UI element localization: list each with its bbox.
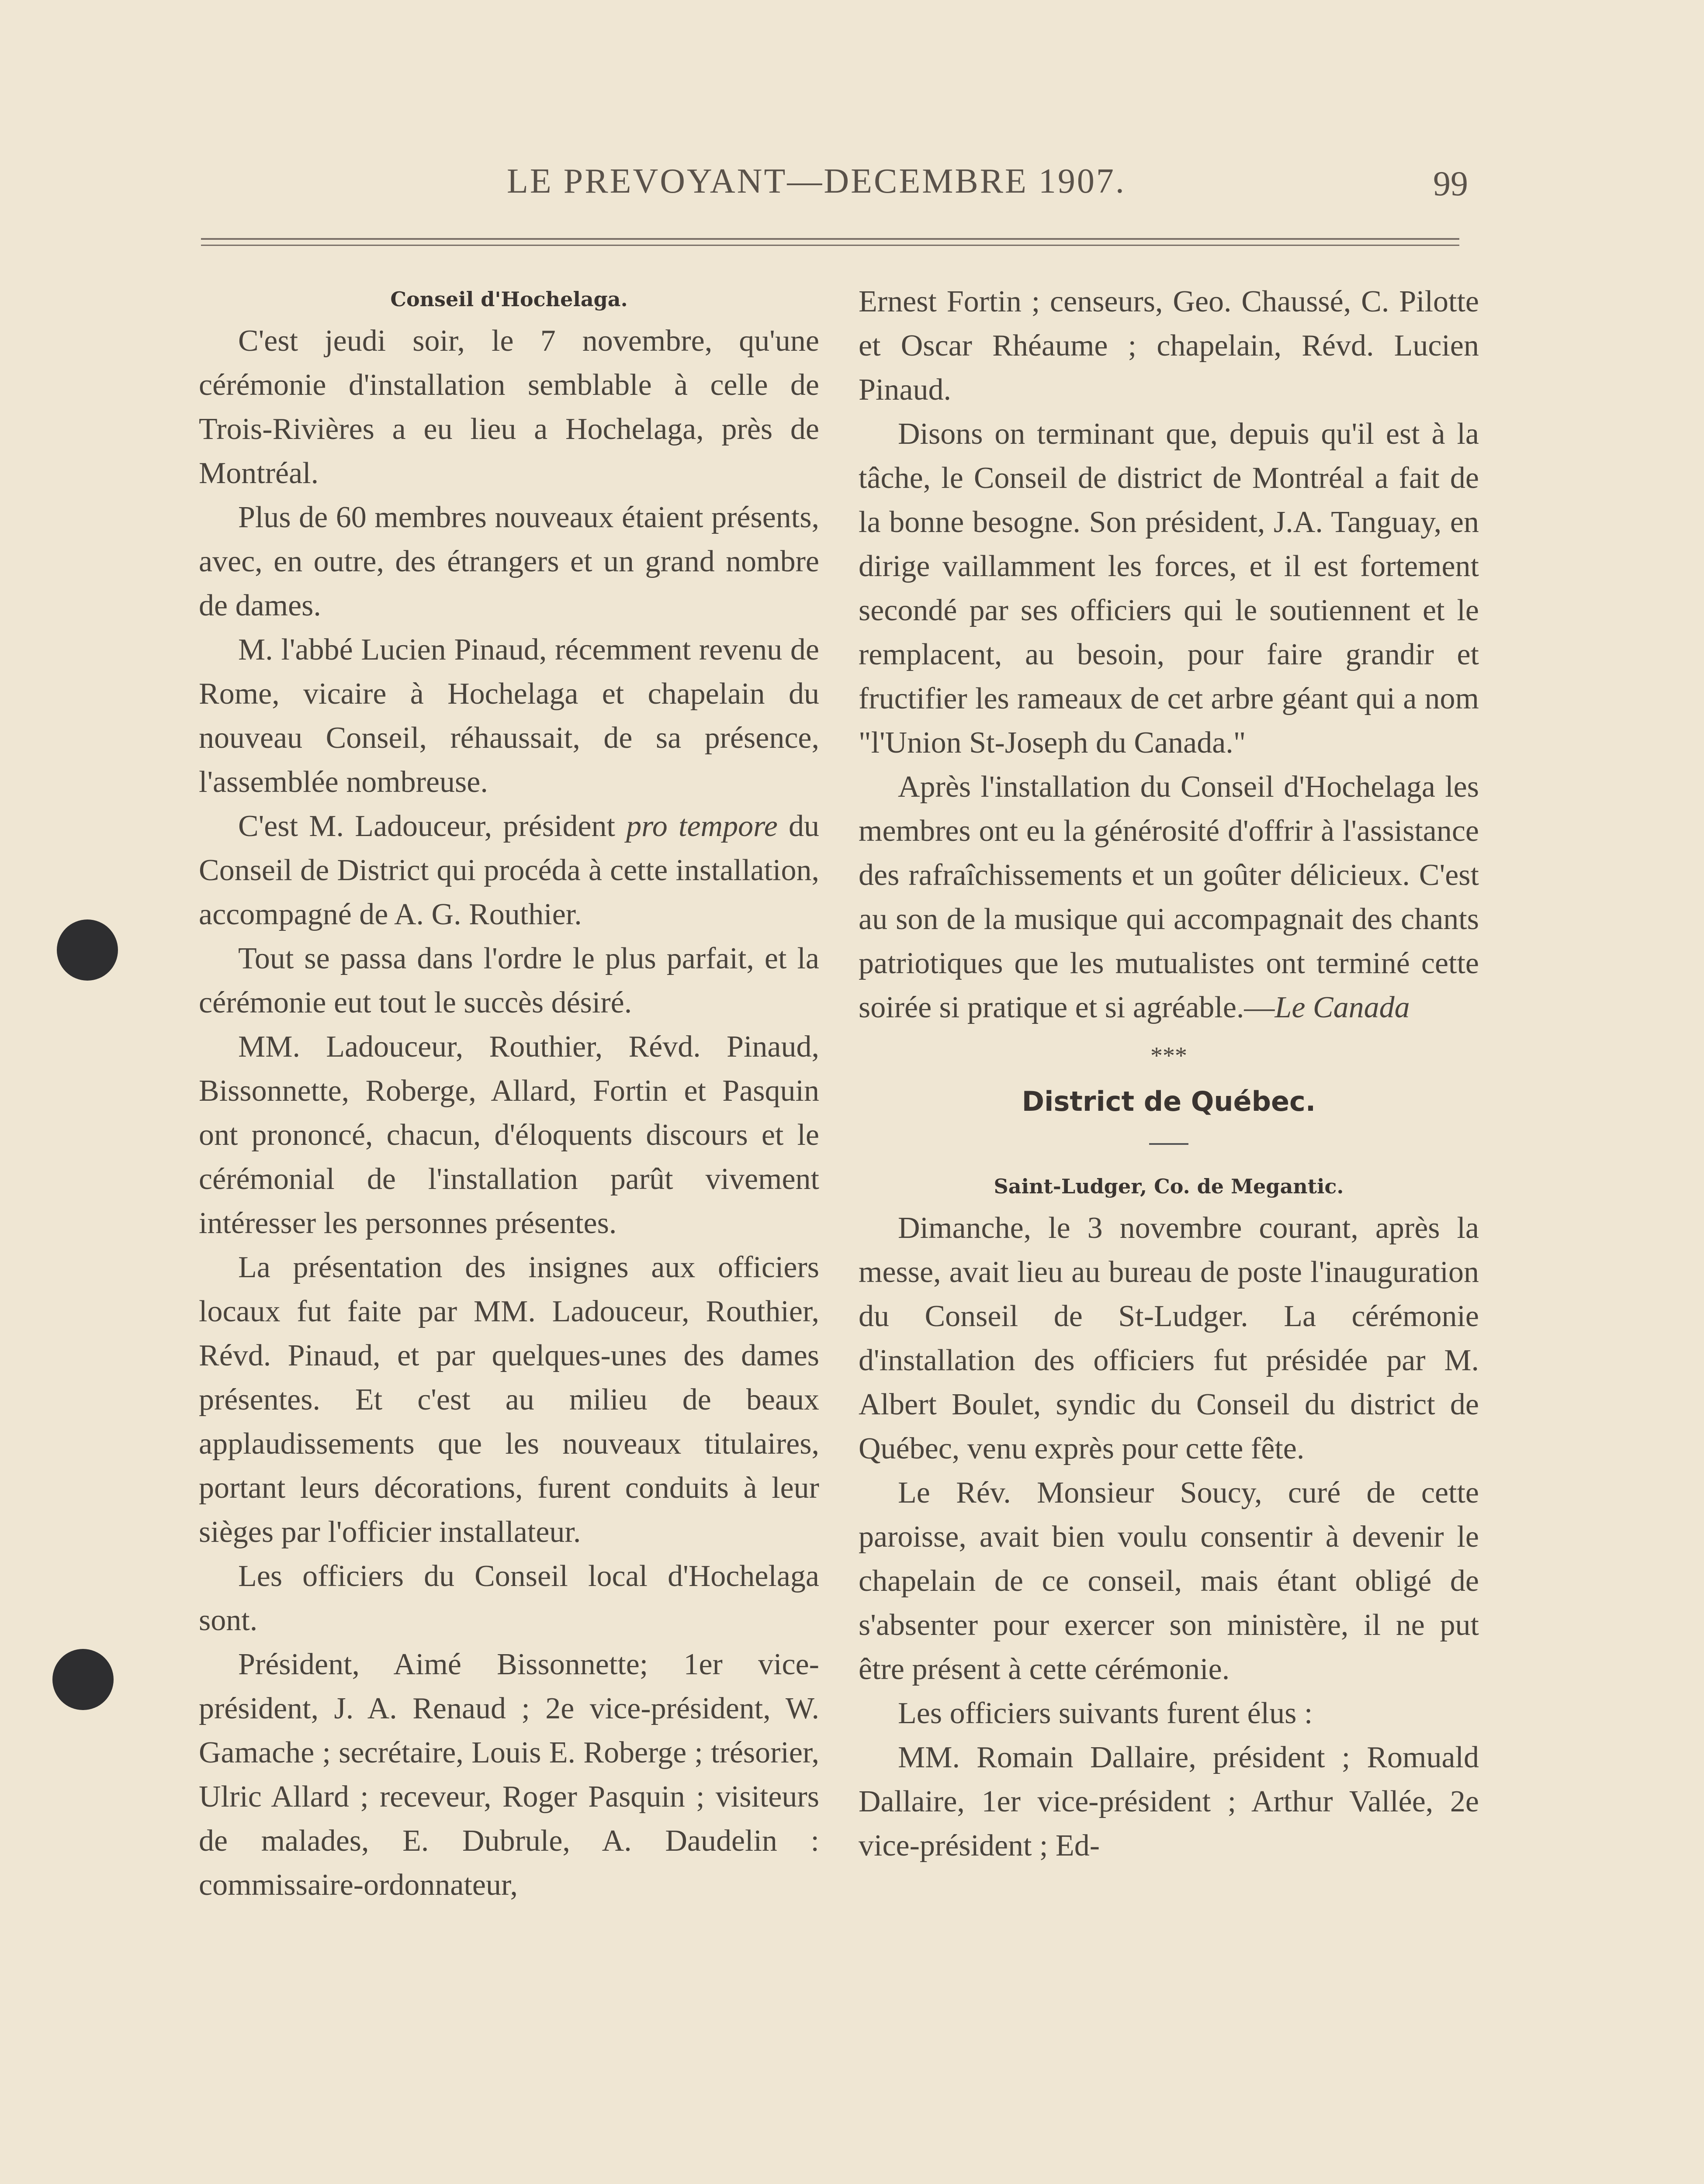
- paragraph-text: C'est M. Ladouceur, président: [238, 809, 627, 843]
- header-rule: [201, 238, 1459, 240]
- paragraph: [199, 804, 819, 936]
- paragraph: La présentation des insignes aux officiers locaux fut faite par MM. Ladouceur, Routhier, Révd. Pinaud, et par quelques-unes des dames présentes. Et c'est au milieu de beaux applaudissements que les nouveaux titulaires, portant leurs décorations, furent conduits à leur sièges par l'officier installateur.: [199, 1251, 819, 1549]
- section-heading: Conseil d'Hochelaga.: [390, 287, 628, 311]
- page-number: 99: [1433, 165, 1468, 203]
- paragraph: Disons on terminant que, depuis qu'il est à la tâche, le Conseil de district de Montréal a fait de la bonne besogne. Son président, J.A. Tanguay, en dirige vaillamment les forces, et il est fortement secondé par ses officiers qui le soutiennent et le remplacent, au besoin, pour faire grandir et fructifier les rameaux de cet arbre géant qui a nom "l'Union St-Joseph du Canada.": [859, 417, 1479, 760]
- paragraph: Les officiers suivants furent élus :: [898, 1697, 1313, 1730]
- paragraph: [859, 765, 1479, 1030]
- paragraph: M. l'abbé Lucien Pinaud, récemment revenu de Rome, vicaire à Hochelaga et chapelain du nouveau Conseil, réhaussait, de sa présence, l'assemblée nombreuse.: [199, 633, 819, 799]
- paragraph: MM. Romain Dallaire, président ; Romuald Dallaire, 1er vice-président ; Arthur Vallée, 2e vice-président ; Ed-: [859, 1741, 1479, 1863]
- paragraph: Le Rév. Monsieur Soucy, curé de cette paroisse, avait bien voulu consentir à devenir le chapelain de ce conseil, mais étant obligé de s'absenter pour exercer son ministère, il ne put être présent à cette cérémonie.: [859, 1476, 1479, 1686]
- italic-phrase: pro tempore: [626, 809, 778, 843]
- left-column: [199, 280, 819, 1907]
- paragraph: Président, Aimé Bissonnette; 1er vice-président, J. A. Renaud ; 2e vice-président, W. Gamache ; secrétaire, Louis E. Roberge ; trésorier, Ulric Allard ; receveur, Roger Pasquin ; visiteurs de malades, E. Dubrule, A. Daudelin : commissaire-ordonnateur,: [199, 1648, 819, 1902]
- punch-hole: [52, 1649, 114, 1710]
- paragraph: C'est jeudi soir, le 7 novembre, qu'une cérémonie d'installation semblable à celle de Trois-Rivières a eu lieu a Hochelaga, près de Montréal.: [199, 324, 819, 490]
- section-separator: ***: [1150, 1042, 1187, 1069]
- punch-hole: [57, 919, 118, 981]
- header-rule-secondary: [201, 245, 1459, 246]
- paragraph: Plus de 60 membres nouveaux étaient présents, avec, en outre, des étrangers et un grand nombre de dames.: [199, 501, 819, 622]
- paragraph-text: Après l'installation du Conseil d'Hochelaga les membres ont eu la générosité d'offrir à l'assistance des rafraîchissements et un goûter délicieux. C'est au son de la musique qui accompagnait des chants patriotiques que les mutualistes ont terminé cette soirée si pratique et si agréable.—: [859, 770, 1479, 1024]
- paragraph: Les officiers du Conseil local d'Hochelaga sont.: [199, 1559, 819, 1637]
- paragraph: Tout se passa dans l'ordre le plus parfait, et la cérémonie eut tout le succès désiré.: [199, 942, 819, 1019]
- heading-dash: [1149, 1143, 1188, 1145]
- paragraph-text: du Conseil de District qui procéda à cette installation, accompagné de A. G. Routhier.: [199, 809, 819, 931]
- header-title: LE PREVOYANT—DECEMBRE 1907.: [507, 162, 1126, 200]
- paragraph: Dimanche, le 3 novembre courant, après la messe, avait lieu au bureau de poste l'inauguration du Conseil de St-Ludger. La cérémonie d'installation des officiers fut présidée par M. Albert Boulet, syndic du Conseil du district de Québec, venu exprès pour cette fête.: [859, 1211, 1479, 1465]
- continued-paragraph: Ernest Fortin ; censeurs, Geo. Chaussé, C. Pilotte et Oscar Rhéaume ; chapelain, Révd. Lucien Pinaud.: [859, 285, 1479, 407]
- running-header: [201, 162, 1477, 210]
- paragraph: MM. Ladouceur, Routhier, Révd. Pinaud, Bissonnette, Roberge, Allard, Fortin et Pasquin ont prononcé, chacun, d'éloquents discours et le cérémonial de l'installation parût vivement intéresser les personnes présentes.: [199, 1030, 819, 1240]
- source-citation: Le Canada: [1275, 991, 1410, 1024]
- right-column: [859, 280, 1479, 1868]
- subsection-heading: Saint-Ludger, Co. de Megantic.: [994, 1175, 1344, 1198]
- district-heading: District de Québec.: [1022, 1085, 1316, 1117]
